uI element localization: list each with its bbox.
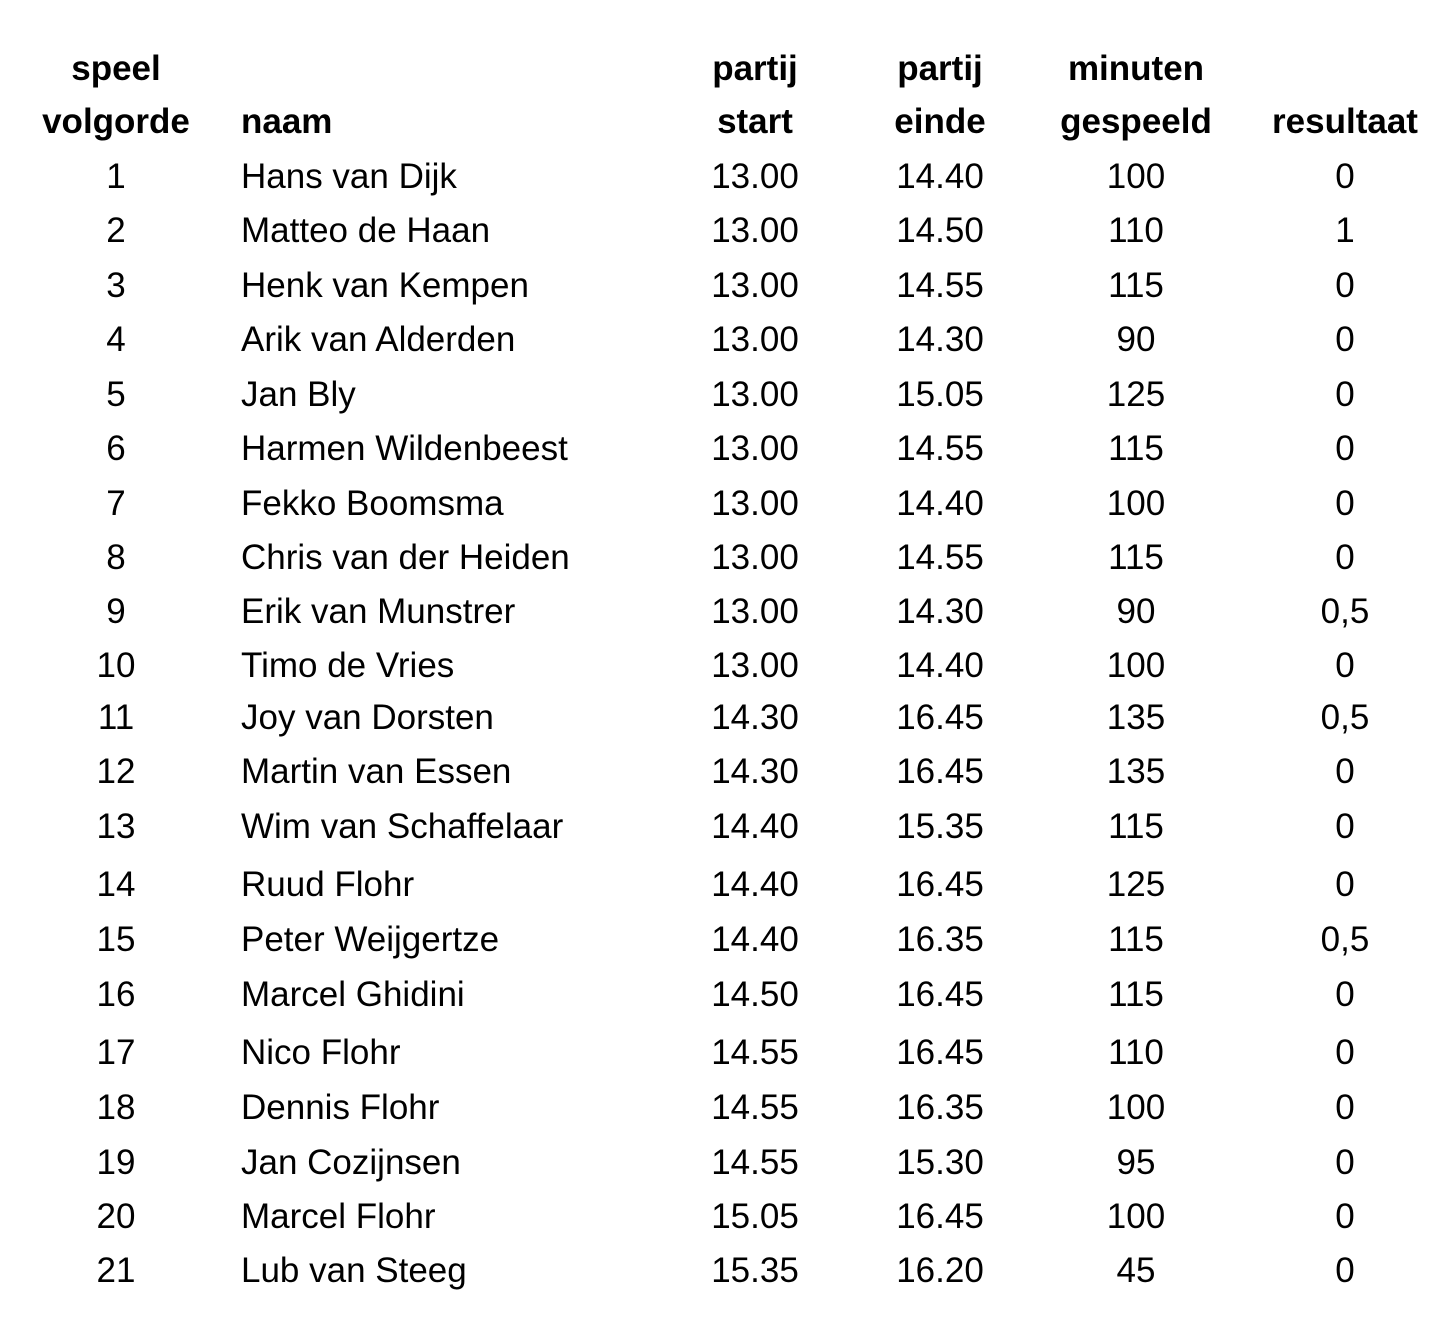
cell-start: 13.00	[711, 157, 799, 196]
cell-result: 0	[1335, 1143, 1355, 1182]
cell-nr: 4	[106, 320, 126, 359]
cell-minutes: 115	[1108, 266, 1164, 305]
cell-nr: 8	[106, 538, 126, 577]
cell-start: 14.30	[711, 752, 799, 791]
cell-name: Harmen Wildenbeest	[241, 429, 568, 468]
cell-result: 0	[1335, 752, 1355, 791]
table-row	[0, 639, 1440, 693]
cell-start: 14.30	[711, 698, 799, 737]
cell-start: 14.55	[711, 1033, 799, 1072]
cell-name: Jan Bly	[241, 375, 356, 414]
cell-name: Erik van Munstrer	[241, 592, 516, 631]
table-row	[0, 368, 1440, 422]
cell-result: 0	[1335, 646, 1355, 685]
cell-result: 0	[1335, 320, 1355, 359]
cell-name: Wim van Schaffelaar	[241, 807, 564, 846]
cell-end: 16.45	[896, 752, 984, 791]
cell-result: 0	[1335, 1251, 1355, 1290]
header-partij-start	[690, 42, 820, 148]
cell-name: Marcel Ghidini	[241, 975, 465, 1014]
cell-start: 15.35	[711, 1251, 799, 1290]
table-row	[0, 1026, 1440, 1080]
header-start: start	[717, 102, 793, 141]
table-row	[0, 691, 1440, 745]
cell-name: Timo de Vries	[241, 646, 455, 685]
cell-end: 14.30	[896, 320, 984, 359]
cell-start: 14.40	[711, 865, 799, 904]
cell-result: 0	[1335, 375, 1355, 414]
table-row	[0, 745, 1440, 799]
cell-start: 13.00	[711, 429, 799, 468]
cell-name: Marcel Flohr	[241, 1197, 436, 1236]
cell-start: 14.55	[711, 1088, 799, 1127]
cell-nr: 15	[96, 920, 136, 959]
cell-result: 0	[1335, 538, 1355, 577]
cell-result: 0	[1335, 1197, 1355, 1236]
cell-nr: 10	[96, 646, 136, 685]
cell-nr: 14	[96, 865, 136, 904]
table-row	[0, 313, 1440, 367]
cell-nr: 17	[96, 1033, 136, 1072]
cell-minutes: 115	[1108, 920, 1164, 959]
cell-result: 0	[1335, 1088, 1355, 1127]
table-row	[0, 1244, 1440, 1298]
table-row	[0, 1136, 1440, 1190]
cell-end: 15.05	[896, 375, 984, 414]
cell-name: Jan Cozijnsen	[241, 1143, 461, 1182]
cell-end: 16.45	[896, 698, 984, 737]
table-row	[0, 585, 1440, 639]
cell-start: 13.00	[711, 211, 799, 250]
header-naam: naam	[241, 102, 333, 141]
cell-name: Henk van Kempen	[241, 266, 529, 305]
header-minuten: minuten	[1067, 49, 1205, 88]
table-row	[0, 259, 1440, 313]
header-speel-volgorde	[36, 42, 196, 148]
cell-name: Lub van Steeg	[241, 1251, 467, 1290]
cell-start: 13.00	[711, 646, 799, 685]
cell-minutes: 110	[1108, 211, 1164, 250]
cell-nr: 7	[106, 484, 126, 523]
cell-name: Ruud Flohr	[241, 865, 415, 904]
cell-end: 16.45	[896, 975, 984, 1014]
cell-nr: 1	[106, 157, 126, 196]
cell-result: 0	[1335, 484, 1355, 523]
cell-minutes: 100	[1106, 157, 1166, 196]
cell-nr: 9	[106, 592, 126, 631]
cell-minutes: 90	[1116, 320, 1156, 359]
cell-name: Arik van Alderden	[241, 320, 516, 359]
header-partij-2: partij	[897, 49, 983, 88]
cell-end: 14.40	[896, 646, 984, 685]
cell-name: Hans van Dijk	[241, 157, 457, 196]
cell-result: 0	[1335, 1033, 1355, 1072]
cell-end: 16.20	[896, 1251, 984, 1290]
table-row	[0, 1081, 1440, 1135]
cell-minutes: 100	[1106, 646, 1166, 685]
cell-end: 14.40	[896, 157, 984, 196]
header-volgorde: volgorde	[42, 102, 190, 141]
cell-start: 13.00	[711, 538, 799, 577]
cell-name: Nico Flohr	[241, 1033, 401, 1072]
cell-result: 1	[1335, 211, 1355, 250]
cell-name: Chris van der Heiden	[241, 538, 570, 577]
table-row	[0, 204, 1440, 258]
cell-start: 14.55	[711, 1143, 799, 1182]
table-row	[0, 422, 1440, 476]
cell-minutes: 115	[1108, 975, 1164, 1014]
cell-start: 13.00	[711, 320, 799, 359]
cell-minutes: 110	[1108, 1033, 1164, 1072]
cell-nr: 11	[97, 698, 135, 737]
header-gespeeld: gespeeld	[1060, 102, 1212, 141]
cell-minutes: 115	[1108, 807, 1164, 846]
cell-nr: 12	[96, 752, 136, 791]
cell-end: 15.30	[896, 1143, 984, 1182]
cell-end: 16.45	[896, 865, 984, 904]
cell-name: Dennis Flohr	[241, 1088, 440, 1127]
cell-result: 0	[1335, 975, 1355, 1014]
cell-nr: 3	[106, 266, 126, 305]
cell-end: 16.45	[896, 1033, 984, 1072]
table-row	[0, 968, 1440, 1022]
cell-minutes: 135	[1106, 752, 1166, 791]
cell-minutes: 135	[1106, 698, 1166, 737]
cell-end: 14.55	[896, 266, 984, 305]
cell-name: Fekko Boomsma	[241, 484, 504, 523]
cell-start: 14.40	[711, 807, 799, 846]
cell-start: 13.00	[711, 266, 799, 305]
cell-nr: 2	[106, 211, 126, 250]
cell-start: 14.40	[711, 920, 799, 959]
header-einde: einde	[894, 102, 986, 141]
table-row	[0, 531, 1440, 585]
cell-nr: 20	[96, 1197, 136, 1236]
cell-name: Peter Weijgertze	[241, 920, 500, 959]
header-minuten-gespeeld	[1050, 42, 1222, 148]
cell-name: Joy van Dorsten	[241, 698, 494, 737]
cell-minutes: 125	[1106, 865, 1166, 904]
cell-result: 0	[1335, 157, 1355, 196]
cell-name: Martin van Essen	[241, 752, 512, 791]
cell-result: 0	[1335, 429, 1355, 468]
cell-minutes: 100	[1106, 1197, 1166, 1236]
cell-end: 14.50	[896, 211, 984, 250]
table-row	[0, 150, 1440, 204]
cell-start: 13.00	[711, 484, 799, 523]
cell-result: 0,5	[1320, 592, 1370, 631]
cell-end: 14.55	[896, 429, 984, 468]
header-partij-einde	[875, 42, 1005, 148]
cell-start: 13.00	[711, 592, 799, 631]
cell-minutes: 115	[1108, 429, 1164, 468]
table-row	[0, 913, 1440, 967]
cell-minutes: 100	[1106, 484, 1166, 523]
table-row	[0, 1190, 1440, 1244]
cell-result: 0	[1335, 865, 1355, 904]
cell-result: 0	[1335, 807, 1355, 846]
table-row	[0, 858, 1440, 912]
cell-nr: 18	[96, 1088, 136, 1127]
cell-end: 14.55	[896, 538, 984, 577]
cell-end: 14.40	[896, 484, 984, 523]
table-row	[0, 800, 1440, 854]
cell-nr: 6	[106, 429, 126, 468]
cell-result: 0	[1335, 266, 1355, 305]
cell-end: 16.35	[896, 1088, 984, 1127]
cell-nr: 5	[106, 375, 126, 414]
cell-start: 15.05	[711, 1197, 799, 1236]
cell-nr: 19	[96, 1143, 136, 1182]
cell-start: 14.50	[711, 975, 799, 1014]
cell-minutes: 45	[1116, 1251, 1156, 1290]
cell-minutes: 115	[1108, 538, 1164, 577]
cell-end: 14.30	[896, 592, 984, 631]
cell-minutes: 125	[1106, 375, 1166, 414]
cell-name: Matteo de Haan	[241, 211, 491, 250]
table-row	[0, 477, 1440, 531]
cell-end: 15.35	[896, 807, 984, 846]
cell-minutes: 100	[1106, 1088, 1166, 1127]
header-resultaat: resultaat	[1272, 102, 1418, 141]
cell-start: 13.00	[711, 375, 799, 414]
cell-result: 0,5	[1320, 920, 1370, 959]
cell-minutes: 95	[1116, 1143, 1156, 1182]
cell-nr: 16	[96, 975, 136, 1014]
cell-result: 0,5	[1320, 698, 1370, 737]
cell-nr: 13	[96, 807, 136, 846]
cell-nr: 21	[96, 1251, 136, 1290]
cell-end: 16.35	[896, 920, 984, 959]
cell-minutes: 90	[1116, 592, 1156, 631]
header-partij-1: partij	[712, 49, 798, 88]
header-speel: speel	[71, 49, 161, 88]
cell-end: 16.45	[896, 1197, 984, 1236]
